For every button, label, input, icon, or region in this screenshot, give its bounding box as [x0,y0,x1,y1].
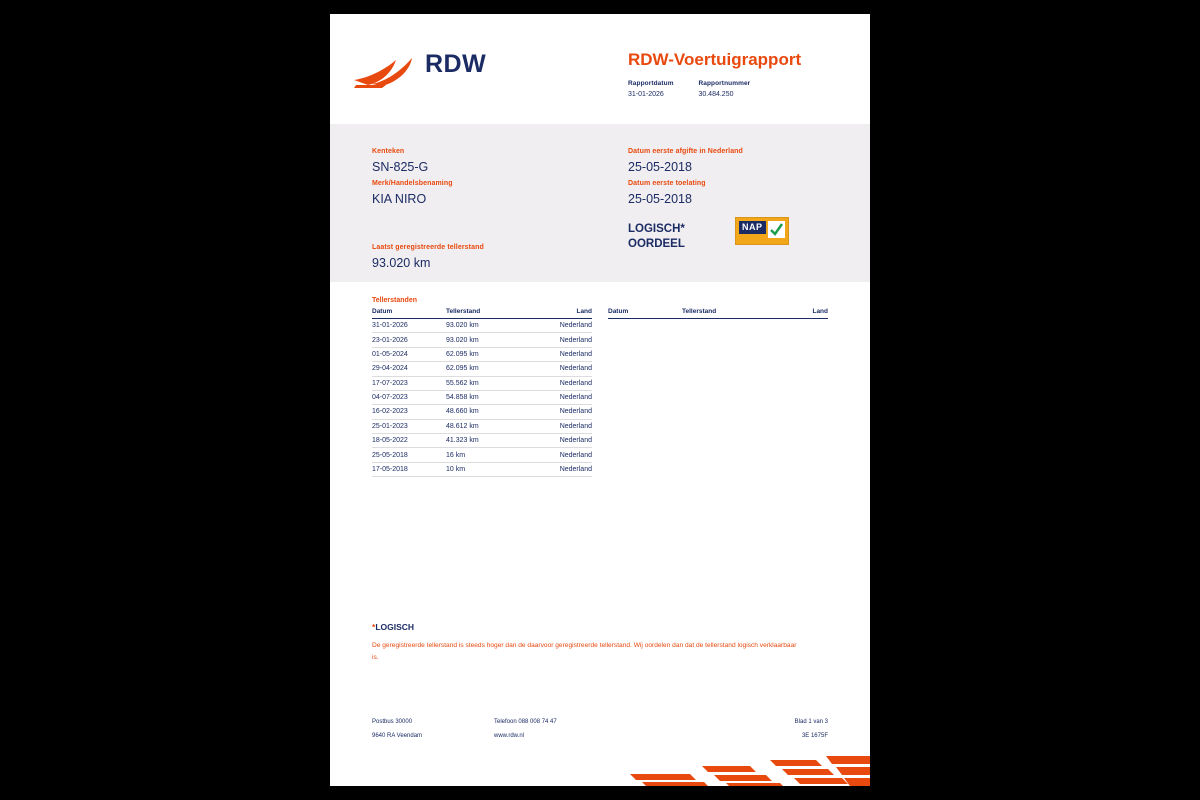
footer-website[interactable]: www.rdw.nl [494,733,525,739]
table-row [372,434,592,448]
kenteken-value: SN-825-G [372,160,429,174]
nap-badge-label: NAP [739,221,766,234]
cell-tellerstand: 16 km [446,448,532,462]
cell-land: Nederland [532,434,592,448]
cell-land: Nederland [532,333,592,347]
kenteken-label: Kenteken [372,148,405,155]
cell-tellerstand: 41.323 km [446,434,532,448]
last-odometer-value: 93.020 km [372,256,431,270]
col-tellerstand: Tellerstand [446,308,532,319]
cell-tellerstand: 62.095 km [446,362,532,376]
cell-datum: 29-04-2024 [372,362,446,376]
footnote-body: De geregistreerde tellerstand is steeds hoger dan de daarvoor geregistreerde tellerstand. Wij oordelen dan dat de tellerstand logisch verklaarbaar is. [372,642,797,661]
odometer-table [372,308,592,477]
table-row [372,362,592,376]
last-odometer-label: Laatst geregistreerde tellerstand [372,244,484,251]
report-meta [628,80,858,98]
cell-datum: 23-01-2026 [372,333,446,347]
odometer-table-right [608,308,828,477]
merk-value: KIA NIRO [372,192,427,206]
cell-tellerstand: 62.095 km [446,347,532,361]
cell-land: Nederland [532,448,592,462]
footer-decoration [630,756,870,786]
table-row [372,376,592,390]
merk-label: Merk/Handelsbenaming [372,180,453,187]
cell-datum: 25-01-2023 [372,419,446,433]
cell-tellerstand: 54.858 km [446,390,532,404]
footer-address-line1: Postbus 30000 [372,719,413,725]
vehicle-summary-band [330,124,870,282]
odometer-table-left [372,308,592,477]
footer-address-line2: 9640 RA Veendam [372,733,423,739]
cell-land: Nederland [532,319,592,333]
table-row [372,405,592,419]
table-row [372,319,592,333]
verdict-line-1: LOGISCH* [628,223,685,235]
odometer-table-continued [608,308,828,319]
col-tellerstand: Tellerstand [682,308,768,319]
table-row [372,462,592,476]
cell-datum: 01-05-2024 [372,347,446,361]
check-icon [768,221,785,238]
first-registration-nl-value: 25-05-2018 [628,160,692,174]
rdw-logo-icon [352,54,420,88]
footnote-section [372,622,802,664]
table-header-row [608,308,828,319]
cell-tellerstand: 93.020 km [446,319,532,333]
first-admission-label: Datum eerste toelating [628,180,706,187]
verdict-line-2: OORDEEL [628,238,685,250]
col-datum: Datum [372,308,446,319]
footnote-star: * [372,622,376,632]
cell-land: Nederland [532,376,592,390]
footer-page-info [795,719,828,739]
odometer-table-title: Tellerstanden [372,297,417,304]
cell-land: Nederland [532,390,592,404]
first-registration-nl-label: Datum eerste afgifte in Nederland [628,148,743,155]
cell-tellerstand: 10 km [446,462,532,476]
page-title: RDW-Voertuigrapport [628,50,802,69]
report-number [698,80,750,98]
report-date-label: Rapportdatum [628,80,674,87]
footnote-title [372,622,802,632]
col-land: Land [768,308,828,319]
cell-land: Nederland [532,362,592,376]
table-row [372,390,592,404]
footer-page-number: Blad 1 van 3 [794,719,828,725]
footer-contact [494,719,557,739]
table-row [372,347,592,361]
cell-tellerstand: 48.612 km [446,419,532,433]
cell-datum: 31-01-2026 [372,319,446,333]
first-admission-value: 25-05-2018 [628,192,692,206]
report-number-label: Rapportnummer [698,80,751,87]
cell-datum: 16-02-2023 [372,405,446,419]
nap-badge [735,217,789,245]
cell-tellerstand: 55.562 km [446,376,532,390]
odometer-table-section [372,297,828,477]
table-header-row [372,308,592,319]
document-page [330,14,870,786]
report-number-value: 30.484.250 [698,91,734,98]
table-row [372,419,592,433]
cell-datum: 25-05-2018 [372,448,446,462]
footer-address [372,719,422,739]
table-row [372,333,592,347]
footer-form-code: 3E 1675F [801,733,828,739]
cell-datum: 17-07-2023 [372,376,446,390]
cell-tellerstand: 48.660 km [446,405,532,419]
report-date-value: 31-01-2026 [628,91,664,98]
verdict-block [628,222,685,252]
cell-datum: 18-05-2022 [372,434,446,448]
document-header [330,14,870,124]
cell-datum: 04-07-2023 [372,390,446,404]
cell-land: Nederland [532,462,592,476]
cell-datum: 17-05-2018 [372,462,446,476]
footnote-title-text: LOGISCH [375,622,415,632]
cell-land: Nederland [532,347,592,361]
col-land: Land [532,308,592,319]
table-row [372,448,592,462]
col-datum: Datum [608,308,682,319]
report-date [628,80,694,98]
cell-land: Nederland [532,419,592,433]
footer-phone: Telefoon 088 008 74 47 [494,719,557,725]
cell-tellerstand: 93.020 km [446,333,532,347]
brand-name: RDW [425,50,487,78]
cell-land: Nederland [532,405,592,419]
